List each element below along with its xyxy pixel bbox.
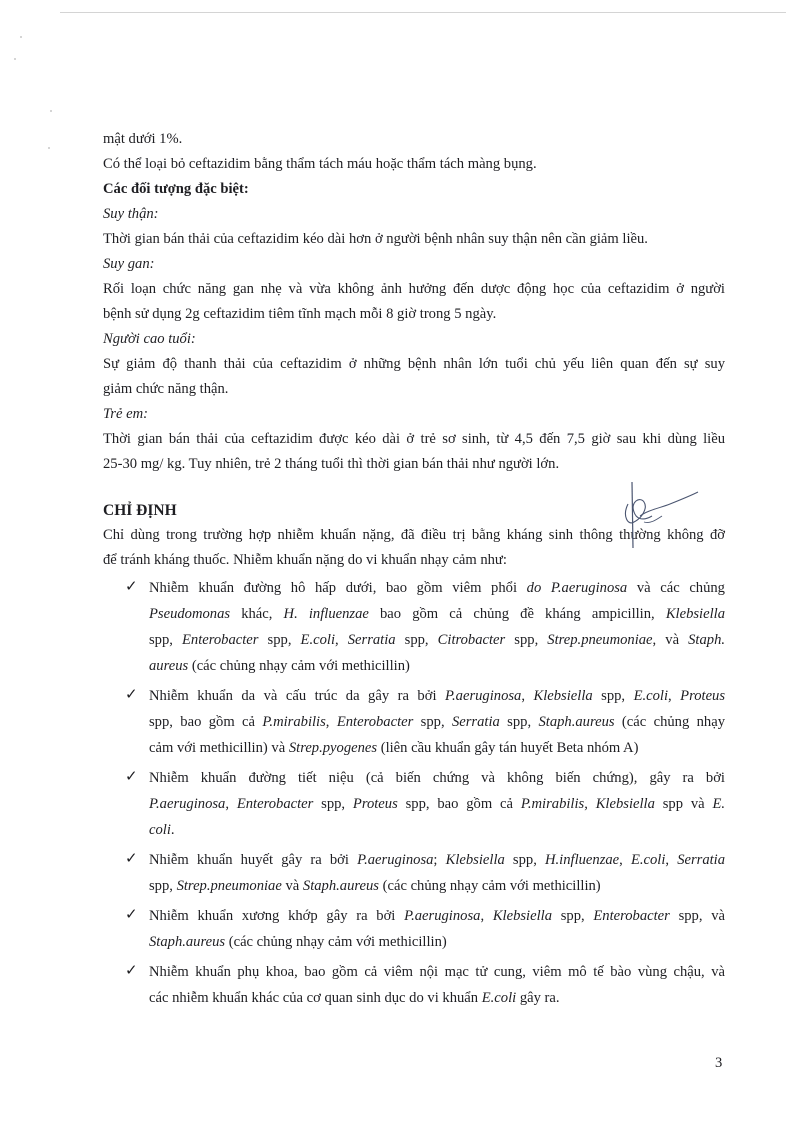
scan-speck	[14, 58, 16, 60]
organism-name: coli	[149, 822, 171, 838]
organism-name: P.mirabilis	[262, 714, 326, 730]
text-run: , và	[652, 632, 689, 648]
text-run: spp,	[258, 632, 301, 648]
text-run: cảm với methicillin) và	[149, 740, 289, 756]
special-groups-heading: Các đối tượng đặc biệt:	[103, 181, 249, 197]
indication-line	[149, 683, 725, 709]
text-run: (các chủng nhạy cảm với methicillin)	[225, 934, 447, 950]
organism-name: P.mirabilis	[520, 796, 585, 812]
text-run: spp,	[504, 852, 545, 868]
text-run: spp và	[654, 796, 713, 812]
text-run: khác,	[230, 606, 284, 622]
organism-name: Enterobacter	[593, 908, 670, 924]
elderly-text-line: Sự giảm độ thanh thải của ceftazidim ở những bệnh nhân lớn tuổi chủ yếu liên quan đến sự suy	[103, 356, 725, 372]
indication-line	[149, 765, 725, 791]
indication-line	[149, 959, 725, 985]
organism-name: Klebsiella	[492, 908, 552, 924]
indication-line	[149, 709, 725, 735]
text-run: (các chủng nhạy cảm với methicillin)	[378, 878, 601, 894]
organism-name: Klebsiella	[533, 688, 593, 704]
indication-line	[149, 653, 725, 679]
indication-line	[149, 601, 725, 627]
indications-heading: CHỈ ĐỊNH	[103, 502, 177, 519]
check-icon: ✓	[125, 851, 138, 867]
indication-item	[125, 903, 725, 955]
text-run: (liên cầu khuẩn gây tán huyết Beta nhóm A)	[377, 740, 639, 756]
indication-item	[125, 683, 725, 761]
text-run: ,	[665, 852, 678, 868]
check-icon: ✓	[125, 579, 138, 595]
text-run: spp, bao gồm cả	[149, 714, 263, 730]
text-run: spp,	[413, 714, 452, 730]
indication-item	[125, 959, 725, 1011]
hepatic-title: Suy gan:	[103, 256, 155, 272]
indication-line	[149, 985, 725, 1011]
organism-name: Staph.aureus	[302, 878, 379, 894]
text-run: ,	[480, 908, 493, 924]
text-run: Nhiễm khuẩn phụ khoa, bao gồm cả viêm nội mạc tử cung, viêm mô tế bào vùng chậu, và	[149, 964, 725, 980]
organism-name: Strep.pneumoniae	[547, 632, 653, 648]
check-icon: ✓	[125, 963, 138, 979]
indication-line	[149, 903, 725, 929]
organism-name: Serratia	[347, 632, 396, 648]
organism-name: E.coli	[481, 990, 517, 1006]
text-run: spp,	[499, 714, 539, 730]
text-run: spp, và	[669, 908, 725, 924]
check-icon: ✓	[125, 769, 138, 785]
organism-name: Klebsiella	[665, 606, 725, 622]
text-run: Nhiễm khuẩn da và cấu trúc da gây ra bởi	[149, 688, 445, 704]
organism-name: Enterobacter	[236, 796, 314, 812]
indication-line	[149, 791, 725, 817]
children-text-line: 25-30 mg/ kg. Tuy nhiên, trẻ 2 tháng tuổi thì thời gian bán thải như người lớn.	[103, 456, 560, 472]
elderly-text-line: giảm chức năng thận.	[103, 381, 229, 397]
document-body	[103, 127, 725, 1015]
scan-speck	[48, 147, 50, 149]
text-run: và các chủng	[627, 580, 725, 596]
text-run: ,	[668, 688, 681, 704]
organism-name: E.coli	[633, 688, 669, 704]
organism-name: do P.aeruginosa	[526, 580, 628, 596]
text-run: spp,	[395, 632, 438, 648]
organism-name: Pseudomonas	[149, 606, 231, 622]
text-run: ,	[521, 688, 534, 704]
text-run: gây ra.	[516, 990, 560, 1006]
scan-speck	[50, 110, 52, 112]
indication-line	[149, 873, 725, 899]
text-run: ,	[584, 796, 596, 812]
text-run: spp,	[313, 796, 353, 812]
text-run: Nhiễm khuẩn đường tiết niệu (cả biến chứng và không biến chứng), gây ra bởi	[149, 770, 725, 786]
hepatic-text-line: bệnh sử dụng 2g ceftazidim tiêm tĩnh mạch mỗi 8 giờ trong 5 ngày.	[103, 306, 497, 322]
organism-name: Strep.pneumoniae	[176, 878, 282, 894]
renal-text: Thời gian bán thải của ceftazidim kéo dài hơn ở người bệnh nhân suy thận nên cần giảm liều.	[103, 231, 648, 247]
organism-name: H. influenzae	[283, 606, 369, 622]
renal-title: Suy thận:	[103, 206, 159, 222]
organism-name: Klebsiella	[595, 796, 655, 812]
organism-name: E.	[712, 796, 726, 812]
elderly-title: Người cao tuổi:	[103, 331, 196, 347]
organism-name: Strep.pyogenes	[288, 740, 378, 756]
indication-line	[149, 817, 725, 843]
text-run: và	[281, 878, 303, 894]
organism-name: Staph.	[688, 632, 726, 648]
indication-line	[149, 929, 725, 955]
organism-name: P.aeruginosa	[444, 688, 522, 704]
indication-item	[125, 575, 725, 679]
indications-intro-line: để tránh kháng thuốc. Nhiễm khuẩn nặng do vi khuẩn nhạy cảm như:	[103, 552, 507, 568]
text-run: (các chủng nhạy cảm với methicillin)	[188, 658, 410, 674]
organism-name: Enterobacter	[182, 632, 259, 648]
indication-item	[125, 765, 725, 843]
text-run: ,	[325, 714, 337, 730]
indication-line	[149, 735, 725, 761]
indication-line	[149, 627, 725, 653]
indications-list	[125, 575, 725, 1011]
indications-intro-line: Chỉ dùng trong trường hợp nhiễm khuẩn nặng, đã điều trị bằng kháng sinh thông thường không đỡ	[103, 527, 725, 543]
text-run: .	[170, 822, 175, 838]
organism-name: aureus	[149, 658, 189, 674]
intro-line: mật dưới 1%.	[103, 131, 183, 147]
text-run: Nhiễm khuẩn huyết gây ra bởi	[149, 852, 358, 868]
page-number: 3	[715, 1055, 723, 1071]
check-icon: ✓	[125, 687, 138, 703]
text-run: Nhiễm khuẩn xương khớp gây ra bởi	[149, 908, 405, 924]
handwritten-signature	[618, 478, 700, 552]
organism-name: P.aeruginosa	[404, 908, 481, 924]
intro-line: Có thể loại bỏ ceftazidim bằng thẩm tách máu hoặc thẩm tách màng bụng.	[103, 156, 537, 172]
text-run: bao gồm cả chủng đề kháng ampicillin,	[368, 606, 666, 622]
text-run: spp,	[149, 878, 177, 894]
text-run: ,	[619, 852, 631, 868]
scan-speck	[20, 36, 22, 38]
organism-name: E.coli	[300, 632, 335, 648]
organism-name: Staph.aureus	[538, 714, 615, 730]
organism-name: P.aeruginosa	[357, 852, 434, 868]
children-text-line: Thời gian bán thải của ceftazidim được kéo dài ở trẻ sơ sinh, từ 4,5 đến 7,5 giờ sau khi dùng liều	[103, 431, 725, 447]
indication-line	[149, 847, 725, 873]
check-icon: ✓	[125, 907, 138, 923]
organism-name: E.coli	[630, 852, 666, 868]
organism-name: Proteus	[680, 688, 726, 704]
indication-item	[125, 847, 725, 899]
organism-name: P.aeruginosa	[149, 796, 226, 812]
text-run: các nhiễm khuẩn khác của cơ quan sinh dục do vi khuẩn	[149, 990, 482, 1006]
organism-name: Serratia	[451, 714, 500, 730]
text-run: spp,	[149, 632, 182, 648]
organism-name: H.influenzae	[544, 852, 620, 868]
organism-name: Citrobacter	[437, 632, 506, 648]
children-title: Trẻ em:	[103, 406, 148, 422]
top-border-line	[60, 12, 786, 13]
organism-name: Klebsiella	[445, 852, 505, 868]
hepatic-text-line: Rối loạn chức năng gan nhẹ và vừa không ảnh hưởng đến dược động học của ceftazidim ở người	[103, 281, 725, 297]
text-run: ,	[225, 796, 237, 812]
organism-name: Proteus	[352, 796, 398, 812]
indication-line	[149, 575, 725, 601]
organism-name: Enterobacter	[336, 714, 414, 730]
text-run: Nhiễm khuẩn đường hô hấp dưới, bao gồm viêm phổi	[149, 580, 527, 596]
text-run: spp,	[505, 632, 548, 648]
text-run: ;	[433, 852, 446, 868]
text-run: spp,	[552, 908, 594, 924]
organism-name: Serratia	[677, 852, 726, 868]
text-run: spp,	[592, 688, 634, 704]
text-run: spp, bao gồm cả	[397, 796, 521, 812]
text-run: (các chủng nhạy	[614, 714, 726, 730]
organism-name: Staph.aureus	[149, 934, 226, 950]
text-run: ,	[335, 632, 348, 648]
